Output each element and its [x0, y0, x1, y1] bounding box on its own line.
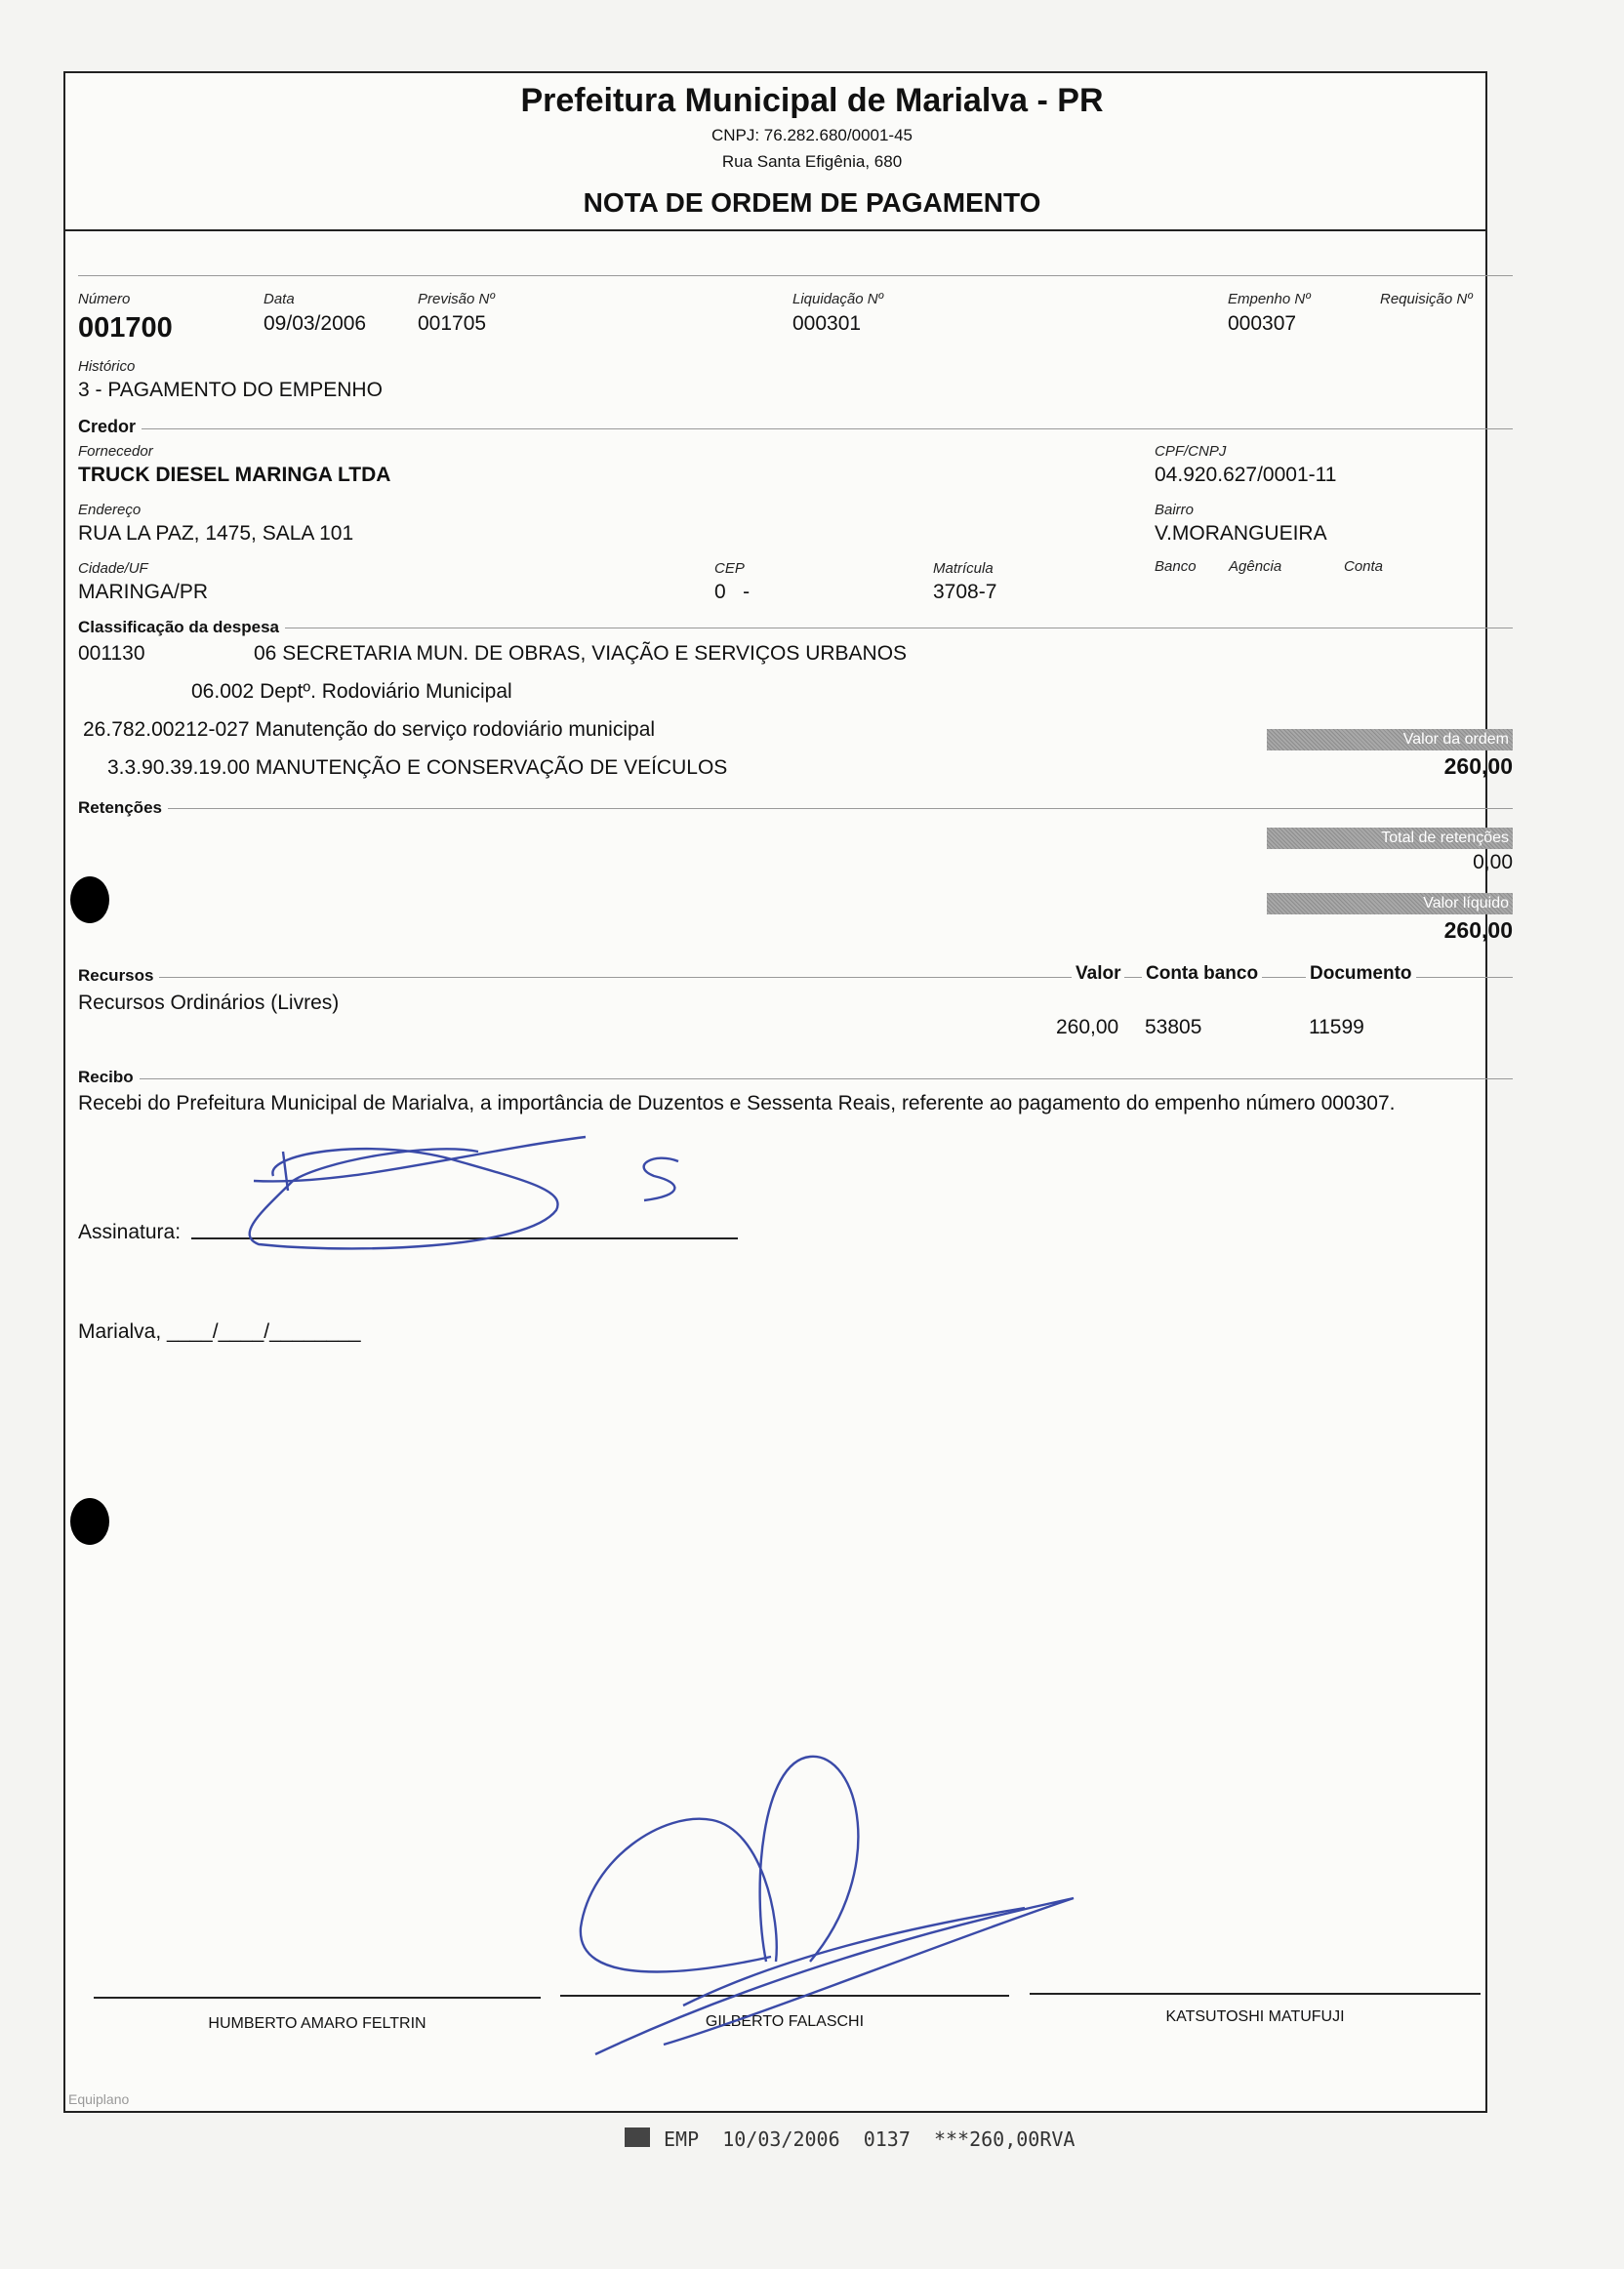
matricula-label: Matrícula [933, 560, 994, 577]
header-cnpj: CNPJ: 76.282.680/0001-45 [710, 126, 914, 144]
elemento-value: 3.3.90.39.19.00 MANUTENÇÃO E CONSERVAÇÃO DE VEÍCULOS [107, 756, 728, 779]
signature-line [94, 1997, 541, 1999]
empenho-label: Empenho Nº [1228, 291, 1311, 307]
header-address: Rua Santa Efigênia, 680 [721, 152, 903, 171]
classificacao-codigo: 001130 [78, 642, 145, 665]
numero-label: Número [78, 291, 131, 307]
numero-value: 001700 [78, 312, 173, 344]
divider [78, 808, 1513, 809]
page-title: Prefeitura Municipal de Marialva - PR [520, 82, 1104, 119]
assinatura-label: Assinatura: [78, 1221, 182, 1243]
bairro-label: Bairro [1155, 502, 1195, 518]
recurso-valor: 260,00 [1056, 1016, 1119, 1038]
recursos-conta-header: Conta banco [1142, 963, 1262, 985]
historico-label: Histórico [78, 358, 136, 375]
signatory-name: GILBERTO FALASCHI [705, 2013, 865, 2030]
header-divider [63, 229, 1485, 231]
liquidacao-label: Liquidação Nº [792, 291, 884, 307]
data-label: Data [264, 291, 295, 307]
empenho-value: 000307 [1228, 312, 1297, 335]
divider [78, 1078, 1513, 1079]
endereco-label: Endereço [78, 502, 142, 518]
valor-ordem-value: 260,00 [1443, 753, 1513, 779]
agencia-label: Agência [1229, 558, 1282, 575]
valor-liquido-label: Valor líquido [1267, 893, 1513, 914]
departamento-value: 06.002 Deptº. Rodoviário Municipal [191, 680, 512, 703]
cep-value: 0 - [714, 581, 751, 603]
cpf-value: 04.920.627/0001-11 [1155, 464, 1337, 486]
cep-label: CEP [714, 560, 745, 577]
cidade-label: Cidade/UF [78, 560, 148, 577]
retencoes-section-title: Retenções [78, 798, 168, 818]
bairro-value: V.MORANGUEIRA [1155, 522, 1327, 545]
total-retencoes-value: 0,00 [1473, 851, 1513, 873]
software-brand: Equiplano [68, 2091, 130, 2107]
local-data: Marialva, ____/____/________ [78, 1320, 361, 1343]
total-retencoes-label: Total de retenções [1267, 828, 1513, 849]
bottom-signature [566, 1752, 1093, 2074]
funcional-value: 26.782.00212-027 Manutenção do serviço rodoviário municipal [83, 718, 656, 741]
signatory-name: HUMBERTO AMARO FELTRIN [208, 2015, 426, 2032]
recursos-documento-header: Documento [1306, 963, 1416, 985]
recurso-documento: 11599 [1309, 1016, 1364, 1038]
banco-label: Banco [1155, 558, 1197, 575]
signature-line [1030, 1993, 1481, 1995]
recursos-section-title: Recursos [78, 966, 159, 986]
requisicao-label: Requisição Nº [1380, 291, 1473, 307]
divider [78, 977, 1513, 978]
signatory-name: KATSUTOSHI MATUFUJI [1165, 2008, 1345, 2025]
valor-ordem-label: Valor da ordem [1267, 729, 1513, 750]
stamp-logo [625, 2127, 650, 2147]
valor-liquido-value: 260,00 [1443, 917, 1513, 943]
recursos-valor-header: Valor [1072, 963, 1124, 985]
punch-hole [70, 1498, 109, 1545]
recibo-signature [234, 1122, 722, 1269]
cidade-value: MARINGA/PR [78, 581, 209, 603]
liquidacao-value: 000301 [792, 312, 862, 335]
recurso-fonte: Recursos Ordinários (Livres) [78, 992, 340, 1014]
punch-hole [70, 876, 109, 923]
divider [78, 428, 1513, 429]
previsao-label: Previsão Nº [418, 291, 495, 307]
document-type: NOTA DE ORDEM DE PAGAMENTO [583, 187, 1041, 218]
bank-stamp: EMP 10/03/2006 0137 ***260,00RVA [664, 2127, 1076, 2151]
matricula-value: 3708-7 [933, 581, 997, 603]
historico-value: 3 - PAGAMENTO DO EMPENHO [78, 379, 383, 401]
recurso-conta: 53805 [1145, 1016, 1202, 1038]
classificacao-section-title: Classificação da despesa [78, 618, 285, 637]
previsao-value: 001705 [418, 312, 487, 335]
data-value: 09/03/2006 [264, 312, 367, 335]
conta-label: Conta [1344, 558, 1384, 575]
fornecedor-value: TRUCK DIESEL MARINGA LTDA [78, 464, 391, 486]
recibo-text: Recebi do Prefeitura Municipal de Marialva, a importância de Duzentos e Sessenta Reais, referente ao pagamento do empenho número 000307. [78, 1092, 1396, 1114]
fornecedor-label: Fornecedor [78, 443, 153, 460]
cpf-label: CPF/CNPJ [1155, 443, 1227, 460]
recibo-section-title: Recibo [78, 1068, 140, 1087]
credor-section-title: Credor [78, 417, 142, 437]
endereco-value: RUA LA PAZ, 1475, SALA 101 [78, 522, 354, 545]
secretaria-value: 06 SECRETARIA MUN. DE OBRAS, VIAÇÃO E SERVIÇOS URBANOS [254, 642, 908, 665]
divider [78, 275, 1513, 276]
